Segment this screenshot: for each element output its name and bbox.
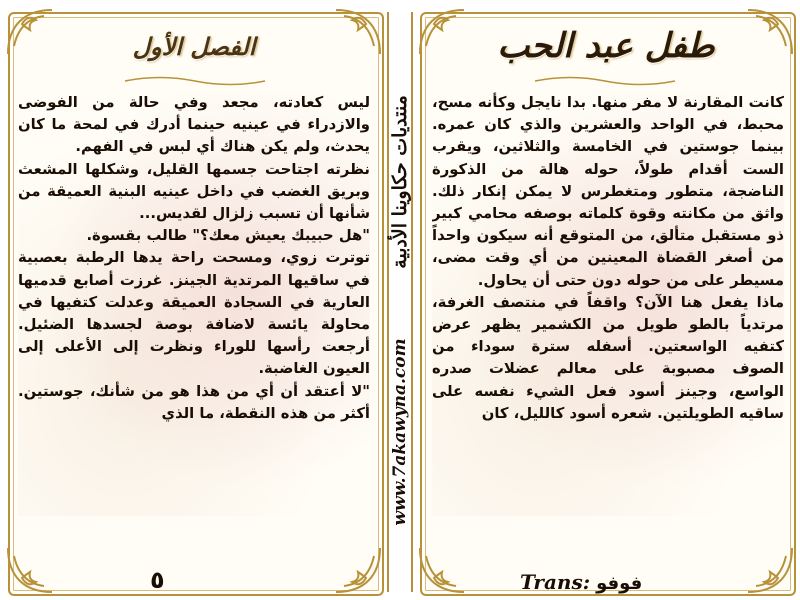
paragraph: "لا أعتقد أن أي من هذا هو من شأنك، جوستين. أكثر من هذه النقطة، ما الذي xyxy=(18,382,370,422)
corner-ornament-icon xyxy=(416,544,468,596)
chapter-title-band xyxy=(8,14,380,78)
paragraph: ماذا يفعل هنا الآن؟ واقفاً في منتصف الغرفة، مرتدياً بالطو طويل من الكشمير يظهر عرض كتفيه الواسعتين. أسفله سترة سوداء من الصوف مصبوبة على معالم عضلات صدره الواسع، وجينز أسود فعل الشيء نفسه على ساقيه الطويلتين. شعره أسود كالليل، كان xyxy=(432,293,784,422)
corner-ornament-icon xyxy=(744,544,796,596)
credit-label: Trans: xyxy=(520,570,591,594)
paragraph: توترت زوي، ومسحت راحة يدها الرطبة بعصبية في ساقيها المرتدية الجينز. غرزت أصابع قدميها العارية في السجادة العميقة وعدلت كتفيها في محاولة يائسة لاضافة بوصة لجسدها الضئيل. أرجعت رأسها للوراء ونظرت إلى الأعلى إلى العيون الغاضبة. xyxy=(18,249,370,378)
paragraph: نظرته اجتاحت جسمها القليل، وشكلها المشعث وبريق الغضب في داخل عينيه البنية العميقة من شأنها أن تسبب زلزال لقديس... xyxy=(18,160,370,223)
book-spine xyxy=(384,12,416,592)
forum-name: منتديات حكاوينا الأدبية xyxy=(389,95,411,269)
chapter-title: الفصل الأول xyxy=(132,31,256,61)
paragraph: كانت المقارنة لا مفر منها. بدا نايجل وكأنه مسح، محبط، في الواحد والعشرين والذي كان عمره. بينما جوستين في الخامسة والثلاثين، ويقرب الست أقدام طولاً، حوله هالة من الذكورة الناضجة، متطور ومتغطرس لا يمكن إنكار ذلك. واثق من مكانته وقوة كلماته بوصفه محامي كبير ذو مستقبل متألق، من المتوقع أنه سيكون واحداً من أصغر القضاة المعينين من أي وقت مضى، مسيطر على من حوله دون حتى أن يحاول. xyxy=(432,94,784,289)
translator-name: فوفو xyxy=(596,573,643,594)
corner-ornament-icon xyxy=(4,544,56,596)
paragraph: "هل حبيبك يعيش معك؟" طالب بقسوة. xyxy=(86,227,370,245)
translator-credit xyxy=(520,570,642,594)
paragraph: ليس كعادته، مجعد وفي حالة من الفوضى والازدراء في عينيه حينما أدرك في لمحة ما كان يحدث، ولم يكن هناك أي لبس في الفهم. xyxy=(18,94,370,156)
divider-flourish-icon xyxy=(530,76,680,86)
book-title: طفل عبد الحب xyxy=(497,26,715,66)
right-page-text xyxy=(432,92,784,516)
book-title-band xyxy=(420,14,792,78)
website-link[interactable]: www.7akawyna.com xyxy=(390,338,410,526)
left-page-text xyxy=(18,92,370,516)
divider-flourish-icon xyxy=(120,76,270,86)
page-number: ٥ xyxy=(150,566,165,594)
corner-ornament-icon xyxy=(332,544,384,596)
